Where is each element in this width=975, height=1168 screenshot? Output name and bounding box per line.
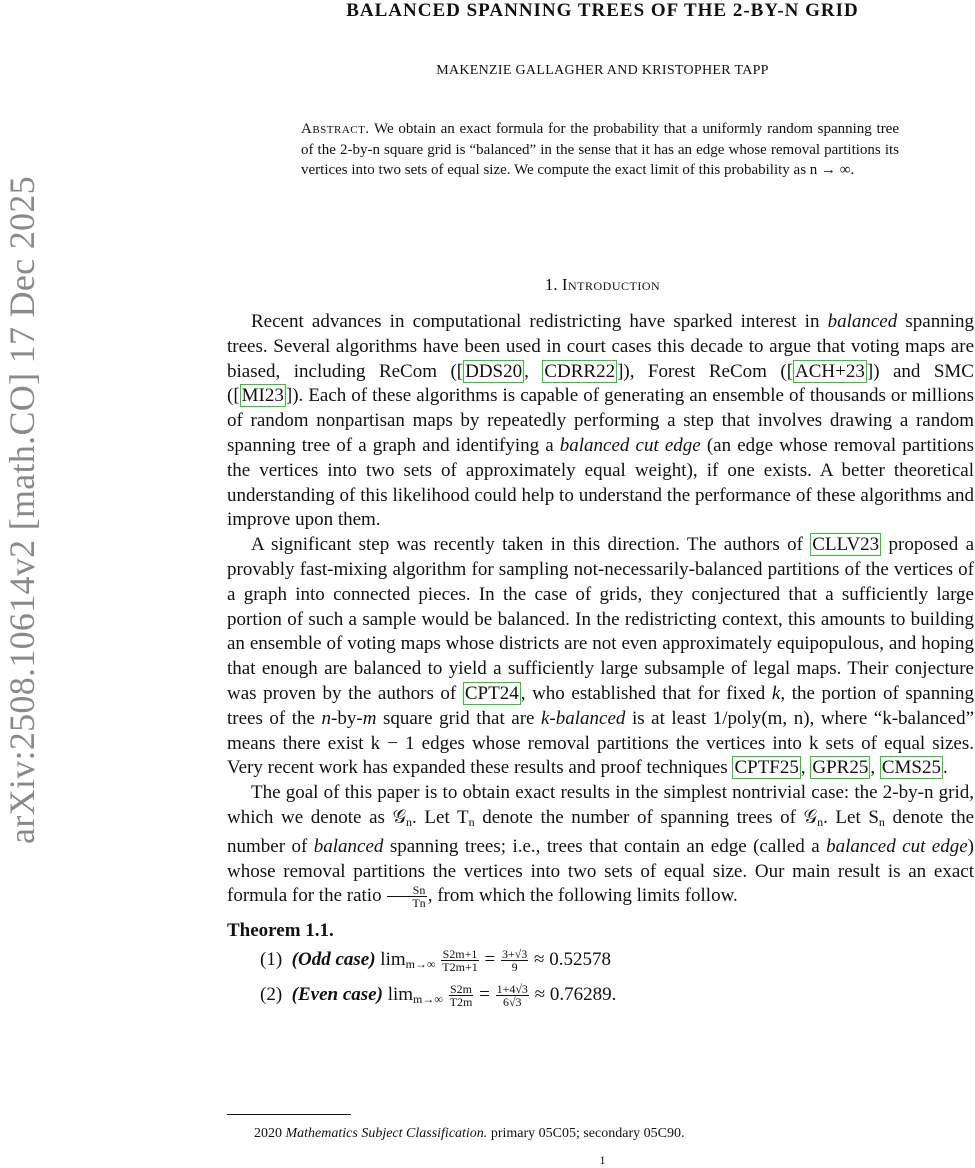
fraction-numerator: 1+4√3 — [496, 982, 528, 997]
paragraph-3 — [227, 781, 974, 909]
text-run: , — [800, 757, 811, 779]
paragraph-1 — [227, 310, 974, 533]
citation-link-cpt24[interactable]: CPT24 — [464, 682, 519, 704]
text-run: denote the number of spanning trees of 𝒢 — [474, 806, 818, 828]
approximate-value: ≈ 0.76289. — [529, 984, 617, 1006]
citation-link-cdrr22[interactable]: CDRR22 — [544, 360, 616, 382]
emphasis: balanced cut edge — [826, 835, 968, 857]
approximate-value: ≈ 0.52578 — [529, 949, 611, 971]
text-run: square grid that are — [376, 707, 541, 729]
fraction-numerator: S2m+1 — [442, 947, 478, 962]
text-run: , — [524, 360, 543, 382]
item-number: (2) — [260, 984, 283, 1006]
abstract-label: Abstract. — [301, 121, 370, 137]
subscript: n — [878, 814, 885, 829]
text-run: proposed a provably fast-mixing algorithm for sampling not-necessarily-balanced partitions of the vertices of a graph into connected pieces. In the case of grids, they conjectured that a sufficiently large portion of such a sample would be balanced. In the redistricting context, this amounts to building an ensemble of voting maps whose districts are not even approximately equipopulous, and hoping that enough are balanced to yield a sufficiently large subsample of legal maps. Their conjecture was proven by the authors of — [227, 534, 975, 704]
citation-link-cms25[interactable]: CMS25 — [881, 757, 941, 779]
section-heading — [230, 275, 975, 295]
math-variable: k — [771, 682, 781, 704]
text-run: spanning trees. Several algorithms have been used in court cases this decade to argue that voting maps are biased, including ReCom ([ — [227, 311, 974, 382]
subscript: n — [468, 814, 475, 829]
text-run: . — [942, 757, 948, 779]
text-run: ) whose removal partitions the vertices into two sets of equal size. Our main result is an exact formula for the ratio — [227, 835, 974, 907]
emphasis: k-balanced — [541, 707, 626, 729]
fraction-denominator: T2m — [449, 995, 473, 1010]
page-number: 1 — [599, 1153, 606, 1167]
lim-operator: lim — [375, 949, 406, 971]
paragraph-2 — [227, 533, 974, 781]
abstract — [301, 119, 899, 181]
case-label: (Odd case) — [291, 949, 376, 971]
math-variable: m — [362, 707, 377, 729]
emphasis: balanced — [827, 311, 898, 332]
section-title: Introduction — [561, 275, 661, 294]
theorem-item-odd — [260, 948, 974, 977]
lim-subscript: m→∞ — [405, 957, 436, 972]
fraction-denominator: 6√3 — [502, 995, 522, 1010]
text-run: . Let T — [412, 806, 469, 828]
text-run: . Let S — [823, 806, 879, 828]
citation-link-cllv23[interactable]: CLLV23 — [812, 534, 880, 556]
citation-link-ach23[interactable]: ACH+23 — [795, 360, 865, 382]
lim-operator: lim — [382, 984, 414, 1006]
citation-link-cptf25[interactable]: CPTF25 — [734, 757, 799, 779]
limit-value-fraction — [501, 948, 528, 973]
citation-link-mi23[interactable]: MI23 — [241, 385, 284, 407]
text-run: ]), Forest ReCom ([ — [617, 360, 794, 382]
limit-ratio-fraction — [441, 948, 478, 973]
equals-sign: = — [479, 949, 500, 971]
subscript: n — [817, 814, 824, 829]
text-run: Recent advances in computational redistricting have sparked interest in — [251, 311, 828, 332]
body-text — [227, 310, 974, 1018]
emphasis: balanced — [313, 835, 384, 857]
text-run: A significant step was recently taken in this direction. The authors of — [251, 534, 811, 556]
fraction-numerator: S2m — [450, 982, 473, 997]
section-number: 1. — [544, 275, 558, 294]
limit-value-fraction — [496, 983, 529, 1008]
author-list: MAKENZIE GALLAGHER AND KRISTOPHER TAPP — [436, 63, 769, 78]
text-run: spanning trees; i.e., trees that contain an edge (called a — [383, 835, 827, 857]
ratio-fraction — [387, 884, 426, 909]
abstract-text: We obtain an exact formula for the probability that a uniformly random spanning tree of the 2-by-n square grid is “balanced” in the sense that it has an edge whose removal partitions its vertices into two sets of equal size. We compute the exact limit of this probability as n → ∞. — [301, 121, 899, 178]
arxiv-identifier-stamp — [0, 120, 52, 900]
theorem-item-even — [260, 983, 974, 1012]
citation-link-dds20[interactable]: DDS20 — [465, 360, 523, 382]
text-run: denote the number of — [227, 806, 975, 857]
text-run: , who established that for fixed — [520, 682, 772, 704]
emphasis: balanced cut edge — [559, 434, 701, 456]
subscript: n — [406, 814, 413, 829]
fraction-numerator: Sn — [387, 884, 426, 897]
text-run: -by- — [331, 707, 363, 729]
text-run: , from which the following limits follow. — [427, 885, 738, 907]
math-variable: n — [321, 707, 332, 729]
case-label: (Even case) — [291, 984, 383, 1006]
fraction-numerator: 3+√3 — [501, 947, 528, 962]
citation-link-gpr25[interactable]: GPR25 — [812, 757, 869, 779]
footnote-rule — [227, 1114, 351, 1115]
item-number: (1) — [260, 949, 283, 971]
footnote-year: 2020 — [254, 1126, 286, 1141]
text-run: ]). Each of these algorithms is capable of generating an ensemble of thousands or millions of random nonpartisan maps by repeatedly performing a step that involves drawing a random spanning tree of a graph and identifying a — [227, 385, 974, 456]
fraction-denominator: T2m+1 — [442, 960, 478, 975]
fraction-denominator: Tn — [412, 896, 426, 911]
footnote-label: Mathematics Subject Classification. — [285, 1126, 488, 1141]
equals-sign: = — [474, 984, 495, 1006]
footnote — [254, 1126, 974, 1142]
text-run: ]) and SMC ([ — [227, 360, 974, 407]
theorem-heading: Theorem 1.1. — [227, 920, 334, 942]
theorem-items — [227, 948, 974, 1012]
text-run: , the portion of spanning trees of the — [227, 682, 975, 729]
lim-subscript: m→∞ — [413, 992, 443, 1007]
arxiv-identifier: arXiv:2508.10614v2 [math.CO] 17 Dec 2025 — [2, 176, 42, 844]
paper-title: BALANCED SPANNING TREES OF THE 2-BY-N GRID — [346, 0, 859, 21]
text-run: , — [870, 757, 880, 779]
limit-ratio-fraction — [449, 983, 474, 1008]
text-run: The goal of this paper is to obtain exact results in the simplest nontrivial case: the 2-by-n grid, which we denote as 𝒢 — [227, 782, 974, 828]
text-run: (an edge whose removal partitions the vertices into two sets of approximately equal weight), if one exists. A better theoretical understanding of this likelihood could help to understand the performance of these algorithms and improve upon them. — [227, 434, 974, 531]
theorem-block — [227, 919, 974, 1011]
fraction-denominator: 9 — [511, 960, 518, 975]
footnote-text: primary 05C05; secondary 05C90. — [487, 1126, 685, 1141]
text-run: is at least 1/poly(m, n), where “k-balanced” means there exist k − 1 edges whose removal partitions the vertices into k sets of equal sizes. Very recent work has expanded these results and proof techniques — [227, 707, 974, 779]
